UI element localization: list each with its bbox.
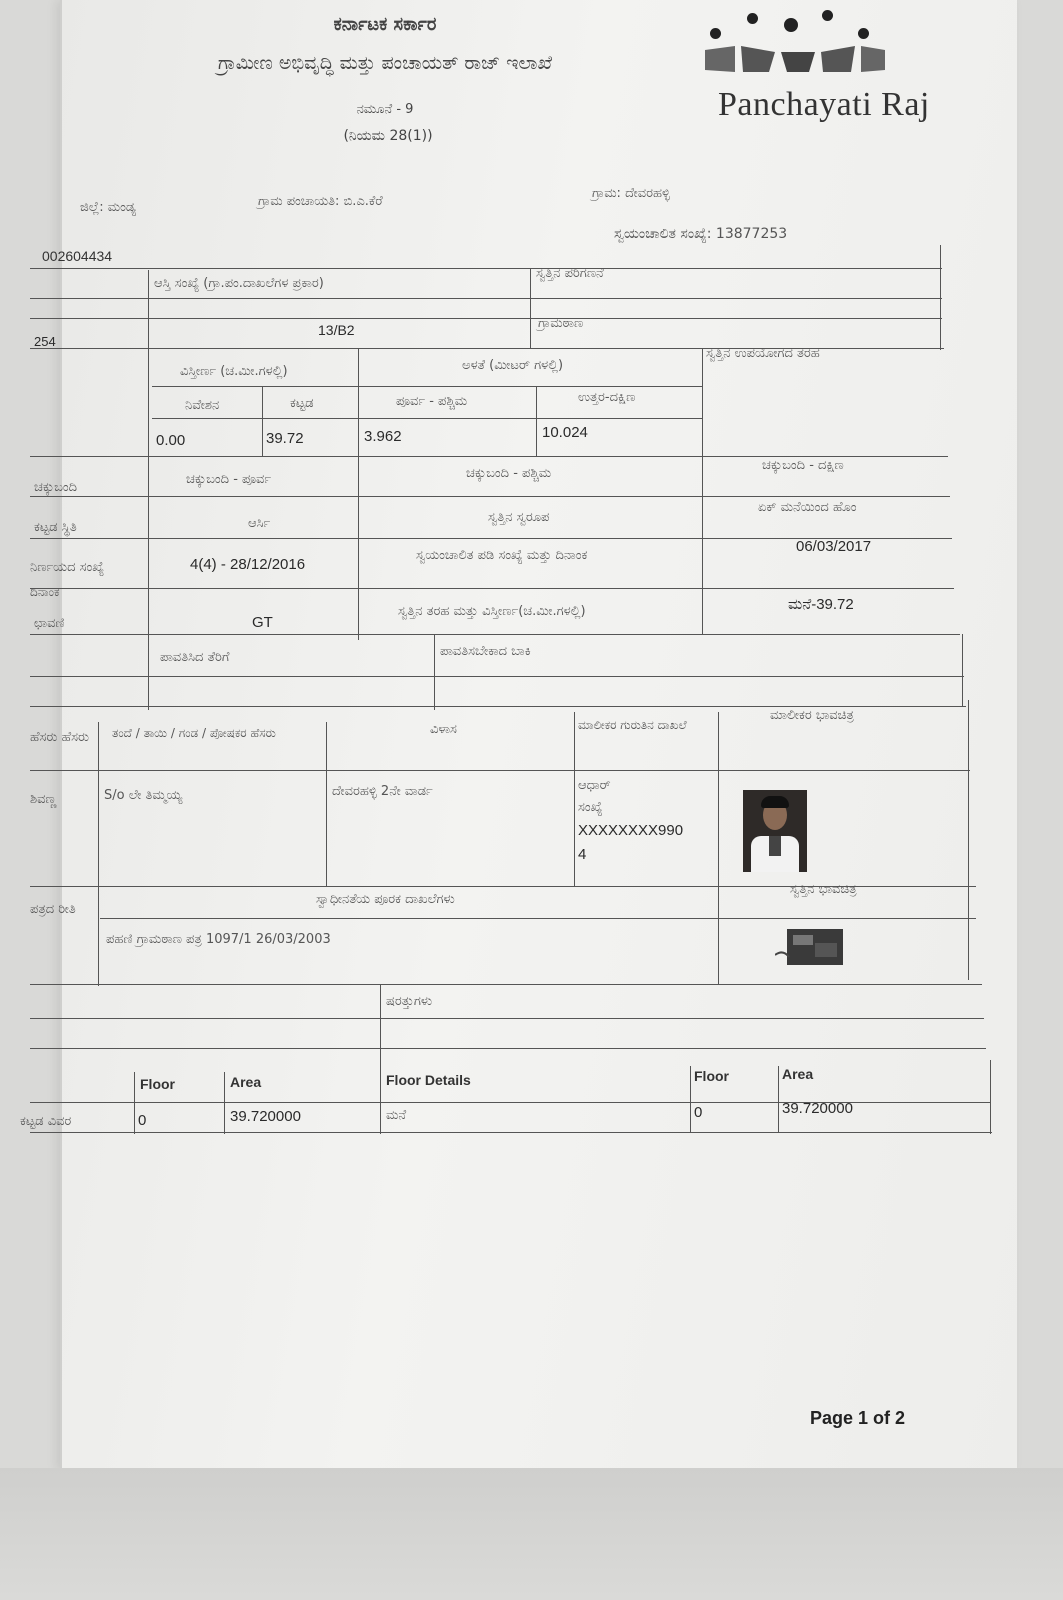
boundary-west: ಚಕ್ಕುಬಂದಿ - ಪಶ್ಚಿಮ <box>466 466 552 481</box>
resolution-date-label: ದಿನಾಂಕ <box>30 585 60 599</box>
building-state-value: ಆರ್ಸಿ <box>248 516 271 531</box>
floor-value-1: 0 <box>138 1112 147 1129</box>
document-id: 002604434 <box>42 248 113 264</box>
floor-details-value: ಮನೆ <box>386 1108 407 1123</box>
owner-address-label: ವಿಳಾಸ <box>430 722 457 737</box>
boundary-south: ಚಕ್ಕುಬಂದಿ - ದಕ್ಷಿಣ <box>762 458 844 473</box>
area-description-label: ಸ್ವತ್ತಿನ ತರಹ ಮತ್ತು ವಿಸ್ತೀರ್ಣ(ಚ.ಮೀ.ಗಳಲ್ಲಿ) <box>398 604 586 619</box>
village-label: ಗ್ರಾಮ: ದೇವರಹಳ್ಳಿ <box>592 186 670 201</box>
owner-id-label: ಮಾಲೀಕರ ಗುರುತಿನ ದಾಖಲೆ <box>578 718 687 732</box>
area-header-1: Area <box>230 1074 262 1090</box>
building-state-label: ಕಟ್ಟಡ ಸ್ಥಿತಿ <box>34 520 77 535</box>
boundaries-label: ಚಕ್ಕುಬಂದಿ <box>34 480 78 495</box>
property-nature-value: ಏಕ್ ಮನೆಯಿಂದ ಹೊಂ <box>758 500 857 515</box>
property-photo-label: ಸ್ವತ್ತಿನ ಭಾವಚಿತ್ರ <box>790 882 857 897</box>
floor-value-2: 0 <box>694 1104 703 1121</box>
document-type-label: ಪತ್ರದ ರೀತಿ <box>30 902 76 917</box>
site-area-value: 0.00 <box>156 432 186 449</box>
property-number-label: ಆಸ್ತಿ ಸಂಖ್ಯೆ (ಗ್ರಾ.ಪಂ.ದಾಖಲೆಗಳ ಪ್ರಕಾರ) <box>154 276 324 291</box>
panchayat-label: ಗ್ರಾಮ ಪಂಚಾಯತಿ: ಬಿ.ಎ.ಕೆರೆ <box>258 194 383 209</box>
floor-header-1: Floor <box>140 1076 175 1092</box>
property-type-value: ಗ್ರಾಮಠಾಣ <box>538 316 584 331</box>
owner-id-number-label: ಸಂಖ್ಯೆ <box>578 800 603 815</box>
owner-relation: S/o ಲೇ ತಿಮ್ಮಯ್ಯ <box>104 788 183 803</box>
receipt-number: ಸ್ವಯಂಚಾಲಿತ ಸಂಖ್ಯೆ: 13877253 <box>614 226 788 242</box>
north-south-column-label: ಉತ್ತರ-ದಕ್ಷಿಣ <box>578 390 636 405</box>
property-photo-image <box>775 925 845 967</box>
rule-number: (ನಿಯಮ 28(1)) <box>343 128 433 144</box>
usage-label: ಸ್ವತ್ತಿನ ಉಪಯೋಗದ ತರಹ <box>706 346 820 361</box>
resolution-value: 4(4) - 28/12/2016 <box>190 556 306 573</box>
owner-name: ಶಿವಣ್ಣ <box>30 792 57 807</box>
background-surface <box>0 1468 1063 1600</box>
property-nature: ಸ್ವತ್ತಿನ ಸ್ವರೂಪ <box>488 510 550 525</box>
owner-id-type: ಆಧಾರ್ <box>578 778 611 793</box>
area-value-2: 39.720000 <box>782 1100 853 1117</box>
owner-address: ದೇವರಹಳ್ಳಿ 2ನೇ ವಾರ್ಡ <box>332 784 433 799</box>
east-west-column-label: ಪೂರ್ವ - ಪಶ್ಚಿಮ <box>396 394 468 409</box>
floor-header-2: Floor <box>694 1068 729 1084</box>
government-title: ಕರ್ನಾಟಕ ಸರ್ಕಾರ <box>333 14 437 35</box>
boundary-east: ಚಕ್ಕುಬಂದಿ - ಪೂರ್ವ <box>186 472 272 487</box>
site-column-label: ನಿವೇಶನ <box>185 398 220 413</box>
area-value-1: 39.720000 <box>230 1108 301 1125</box>
property-number: 13/B2 <box>318 322 355 338</box>
supporting-document-value: ಪಹಣಿ ಗ್ರಾಮಠಾಣ ಪತ್ರ 1097/1 26/03/2003 <box>106 932 331 947</box>
owner-photo <box>743 790 807 872</box>
resolution-number-label: ನಿರ್ಣಯದ ಸಂಖ್ಯೆ <box>30 560 105 575</box>
roof-value: GT <box>252 614 273 631</box>
logo-text: Panchayati Raj <box>718 86 930 123</box>
district-label: ಜಿಲ್ಲೆ: ಮಂಡ್ಯ <box>80 200 136 215</box>
owner-id-number: XXXXXXXX990 <box>578 822 684 839</box>
tax-paid-label: ಪಾವತಿಸಿದ ತೆರಿಗೆ <box>160 650 230 665</box>
owner-id-tail: 4 <box>578 846 587 863</box>
property-type-label: ಸ್ವತ್ತಿನ ಪರಿಗಣನೆ <box>536 266 604 281</box>
row-number: 254 <box>34 334 56 349</box>
area-header-2: Area <box>782 1066 814 1082</box>
north-south-value: 10.024 <box>542 424 588 441</box>
owner-name-label: ಹೆಸರು ಹೆಸರು <box>30 730 90 745</box>
owner-relation-label: ತಂದೆ / ತಾಯಿ / ಗಂಡ / ಪೋಷಕರ ಹೆಸರು <box>112 726 276 740</box>
building-area-value: 39.72 <box>266 430 304 447</box>
registration-label: ಸ್ವಯಂಚಾಲಿತ ಪಡಿ ಸಂಖ್ಯೆ ಮತ್ತು ದಿನಾಂಕ <box>416 548 588 563</box>
owner-photo-label: ಮಾಲೀಕರ ಭಾವಚಿತ್ರ <box>770 708 854 723</box>
tax-due-label: ಪಾವತಿಸಬೇಕಾದ ಬಾಕಿ <box>440 644 531 659</box>
building-column-label: ಕಟ್ಟಡ <box>290 396 314 411</box>
area-label: ವಿಸ್ತೀರ್ಣ (ಚ.ಮೀ.ಗಳಲ್ಲಿ) <box>180 364 288 379</box>
form-number: ನಮೂನೆ - 9 <box>356 102 414 117</box>
dimensions-label: ಅಳತೆ (ಮೀಟರ್ ಗಳಲ್ಲಿ) <box>462 358 564 373</box>
building-details-label: ಕಟ್ಟಡ ವಿವರ <box>20 1114 72 1129</box>
floor-details-header: Floor Details <box>386 1072 471 1088</box>
east-west-value: 3.962 <box>364 428 402 445</box>
remarks-header: ಷರತ್ತುಗಳು <box>386 994 433 1009</box>
registration-date: 06/03/2017 <box>796 538 872 555</box>
supporting-documents-header: ಸ್ವಾಧೀನತೆಯ ಪೂರಕ ದಾಖಲೆಗಳು <box>316 892 455 907</box>
department-title: ಗ್ರಾಮೀಣ ಅಭಿವೃದ್ಧಿ ಮತ್ತು ಪಂಚಾಯತ್ ರಾಜ್ ಇಲಾಖೆ <box>217 52 553 74</box>
area-description-value: ಮನೆ-39.72 <box>788 596 854 613</box>
roof-label: ಛಾವಣಿ <box>34 616 65 631</box>
page-number: Page 1 of 2 <box>810 1408 906 1428</box>
